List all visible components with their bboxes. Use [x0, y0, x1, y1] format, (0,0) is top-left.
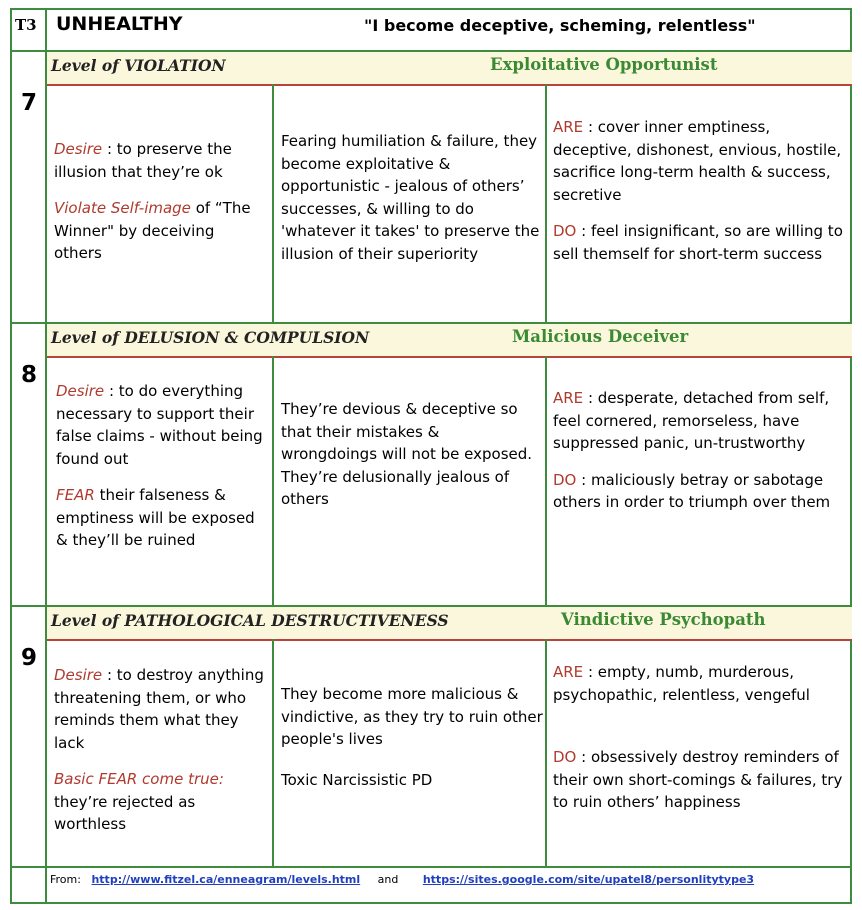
divider	[272, 356, 274, 605]
from-label: From:	[50, 873, 81, 886]
level-7-col1: Desire : to preserve the illusion that they’re ok Violate Self-image of “The Winner" by deceiving others	[54, 140, 251, 262]
level-number: 8	[21, 362, 38, 388]
level-9-col3: ARE : empty, numb, murderous, psychopathic, relentless, vengeful DO : obsessively destroy reminders of their own short-comings & failures, try to ruin others’ happiness	[553, 663, 843, 811]
divider	[45, 8, 47, 904]
divider	[272, 639, 274, 866]
page-title: UNHEALTHY	[56, 13, 183, 35]
level-label: Level of DELUSION & COMPULSION	[51, 328, 370, 347]
divider	[47, 356, 852, 358]
divider	[10, 866, 852, 868]
level-number: 7	[21, 90, 38, 116]
level-name: Malicious Deceiver	[512, 327, 689, 346]
level-9-col2: They become more malicious & vindictive, as they try to ruin other people's lives Toxic Narcissistic PD	[281, 685, 543, 789]
level-label: Level of PATHOLOGICAL DESTRUCTIVENESS	[51, 611, 449, 630]
level-8-col1: Desire : to do everything necessary to support their false claims - without being found out FEAR their falseness & emptiness will be exposed & they’ll be ruined	[56, 382, 263, 549]
level-name: Exploitative Opportunist	[490, 55, 718, 74]
level-9-col1: Desire : to destroy anything threatening them, or who reminds them what they lack Basic FEAR come true: they’re rejected as worthless	[54, 666, 264, 833]
divider	[47, 639, 852, 641]
source-link-2[interactable]: https://sites.google.com/site/upatel8/personlitytype3	[422, 873, 755, 886]
divider	[545, 356, 547, 605]
header-quote: "I become deceptive, scheming, relentless"	[364, 16, 756, 35]
divider	[272, 84, 274, 322]
level-8-col3: ARE : desperate, detached from self, feel cornered, remorseless, have suppressed panic, un-trustworthy DO : maliciously betray or sabotage others in order to triumph over them	[553, 389, 831, 511]
divider	[545, 84, 547, 322]
level-8-col2: They’re devious & deceptive so that their mistakes & wrongdoings will not be exposed. They’re delusionally jealous of others	[281, 400, 533, 508]
divider	[10, 322, 852, 324]
level-7-col2: Fearing humiliation & failure, they become exploitative & opportunistic - jealous of others’ successes, & willing to do 'whatever it takes' to preserve the illusion of their superiority	[281, 132, 540, 263]
source-footer	[50, 873, 754, 886]
level-name: Vindictive Psychopath	[561, 610, 766, 629]
level-7-col3: ARE : cover inner emptiness, deceptive, dishonest, envious, hostile, sacrifice long-term health & success, secretive DO : feel insignificant, so are willing to sell themself for short-term success	[553, 118, 843, 263]
divider	[47, 84, 852, 86]
level-label: Level of VIOLATION	[51, 56, 226, 75]
and-label: and	[377, 873, 399, 886]
divider	[545, 639, 547, 866]
type-code: T3	[15, 16, 37, 34]
source-link-1[interactable]: http://www.fitzel.ca/enneagram/levels.html	[91, 873, 361, 886]
divider	[10, 50, 852, 52]
divider	[10, 605, 852, 607]
level-number: 9	[21, 645, 38, 671]
